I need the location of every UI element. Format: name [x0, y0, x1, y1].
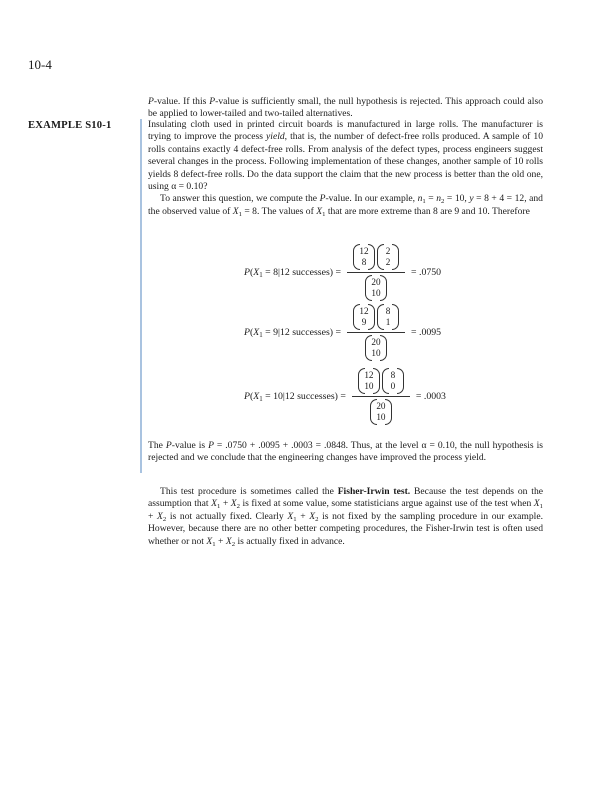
equation-result: = .0003: [415, 391, 446, 402]
binomial-coefficient: 8 1: [377, 304, 399, 330]
equation-fraction: [352, 368, 410, 425]
binomial-coefficient: 12 8: [353, 244, 375, 270]
binomial-coefficient: 20 10: [365, 335, 387, 361]
equation-result: = .0750: [411, 267, 442, 278]
example-label: EXAMPLE S10-1: [28, 120, 112, 131]
example-body: [148, 119, 543, 218]
page-number: 10-4: [28, 57, 52, 72]
equation-x1-10: [244, 368, 446, 425]
binomial-coefficient: 12 9: [353, 304, 375, 330]
equation-lhs: $P(X_1 = 10|12$ successes) =: [244, 391, 346, 403]
binomial-coefficient: 2 2: [377, 244, 399, 270]
binomial-coefficient: 8 0: [382, 368, 404, 394]
equation-x1-9: [244, 304, 441, 361]
equation-fraction: [347, 244, 405, 301]
binomial-coefficient: 20 10: [365, 275, 387, 301]
example-solution-paragraph: To answer this question, we compute the P-value. In our example, $n_1 = n_2 = 10$, y = 8 + 4 = 12, and the observed value of $X_1 = 8$. The values of $X_1$ that are more extreme than 8 are 9 and 10. Therefore: [148, 193, 543, 218]
example-problem-paragraph: Insulating cloth used in printed circuit boards is manufactured in large rolls. The manufacturer is trying to improve the process yield, that is, the number of defect-free rolls produced. A sample of 10 rolls contains exactly 4 defect-free rolls. From analysis of the defect types, process engineers suggest several changes in the process. Following implementation of these changes, another sample of 10 rolls yields 8 defect-free rolls. Do the data support the claim that the new process is better than the old one, using α = 0.10?: [148, 119, 543, 193]
intro-paragraph: P-value. If this P-value is sufficiently small, the null hypothesis is rejected. This approach could also be applied to lower-tailed and two-tailed alternatives.: [148, 96, 543, 120]
binomial-coefficient: 12 10: [358, 368, 380, 394]
term-fisher-irwin: Fisher-Irwin test.: [337, 486, 411, 497]
example-margin-bar: [140, 119, 142, 473]
equation-fraction: [347, 304, 405, 361]
conclusion-paragraph: The P-value is P = .0750 + .0095 + .0003 = .0848. Thus, at the level α = 0.10, the null hypothesis is rejected and we conclude that the engineering changes have improved the process yield.: [148, 440, 543, 464]
binomial-coefficient: 20 10: [370, 399, 392, 425]
equation-result: = .0095: [411, 327, 442, 338]
equation-lhs: $P(X_1 = 9|12$ successes) =: [244, 327, 342, 339]
fisher-irwin-paragraph: This test procedure is sometimes called the Fisher-Irwin test. Because the test depends on the assumption that $X_1 + X_2$ is fixed at some value, some statisticians argue against use of the test when $X_1 + X_2$ is not actually fixed. Clearly $X_1 + X_2$ is not fixed by the sampling procedure in our example. However, because there are no other better competing procedures, the Fisher-Irwin test is often used whether or not $X_1 + X_2$ is actually fixed in advance.: [148, 486, 543, 548]
equation-x1-8: [244, 244, 441, 301]
equation-lhs: $P(X_1 = 8|12$ successes) =: [244, 267, 342, 279]
